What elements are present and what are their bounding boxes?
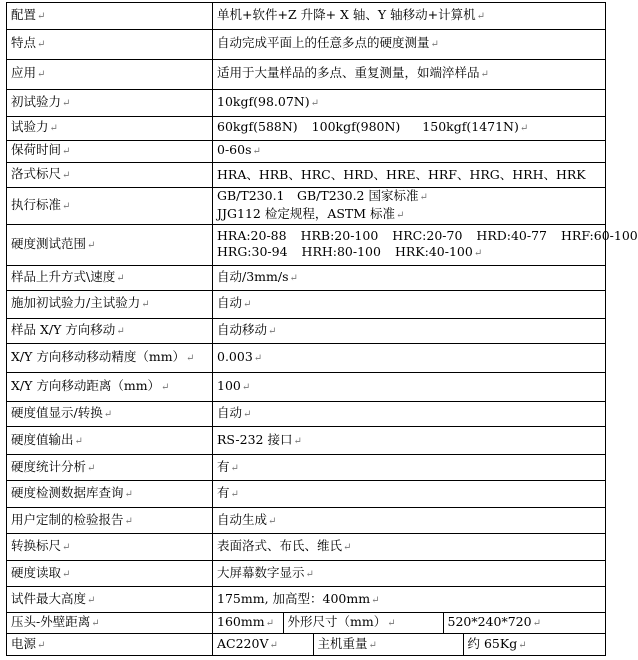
table-row	[7, 612, 606, 633]
row-label: 压头-外壁距离↵	[7, 612, 213, 633]
row-label: 试件最大高度↵	[7, 587, 213, 613]
table-row	[7, 89, 606, 117]
table-row	[7, 319, 606, 343]
row-label: 执行标准↵	[7, 187, 213, 225]
row-label: X/Y 方向移动距离（mm）↵	[7, 373, 213, 402]
table-row	[7, 29, 606, 60]
row-label: 电源↵	[7, 634, 213, 656]
sub-table	[213, 634, 605, 655]
row-value: 自动完成平面上的任意多点的硬度测量↵	[213, 29, 606, 60]
table-row	[7, 163, 606, 187]
table-row	[7, 266, 606, 290]
row-value: 0-60s↵	[213, 140, 606, 162]
table-row	[7, 534, 606, 561]
spec-table	[6, 2, 638, 656]
row-value: 175mm, 加高型：400mm↵	[213, 587, 606, 613]
row-value: HRA:20-88 HRB:20-100 HRC:20-70 HRD:40-77 HRF:60-100 HRG:30-94 HRH:80-100 HRK:40-100↵	[213, 225, 606, 266]
table-row	[7, 507, 606, 534]
table-row	[7, 187, 606, 225]
table-row	[7, 634, 606, 656]
cell-value: AC220V↵	[217, 635, 278, 651]
row-label: 硬度检测数据库查询↵	[7, 481, 213, 508]
row-value: 自动↵	[213, 401, 606, 427]
row-value: 有↵	[213, 481, 606, 508]
row-label: 硬度统计分析↵	[7, 454, 213, 481]
row-value: 适用于大量样品的多点、重复测量，如端淬样品↵	[213, 60, 606, 90]
row-label: X/Y 方向移动移动精度（mm）↵	[7, 343, 213, 373]
row-value: 自动↵	[213, 290, 606, 319]
table-row	[7, 427, 606, 455]
row-value: 自动/3mm/s↵	[213, 266, 606, 290]
table-row	[7, 60, 606, 90]
row-label: 硬度值显示/转换↵	[7, 401, 213, 427]
row-value: 表面洛式、布氏、维氏↵	[213, 534, 606, 561]
row-value: 10kgf(98.07N)↵	[213, 89, 606, 117]
row-value: 0.003↵	[213, 343, 606, 373]
row-label: 保荷时间↵	[7, 140, 213, 162]
row-value: 60kgf(588N) 100kgf(980N) 150kgf(1471N)↵	[213, 117, 606, 140]
row-label: 用户定制的检验报告↵	[7, 507, 213, 534]
table-row	[7, 225, 606, 266]
row-label: 样品 X/Y 方向移动↵	[7, 319, 213, 343]
row-value: HRA、HRB、HRC、HRD、HRE、HRF、HRG、HRH、HRK	[213, 163, 606, 187]
sub-table	[213, 613, 605, 633]
row-label: 样品上升方式\速度↵	[7, 266, 213, 290]
row-label: 应用↵	[7, 60, 213, 90]
row-label: 硬度值输出↵	[7, 427, 213, 455]
cell-label: 外形尺寸（mm）↵	[283, 613, 443, 633]
table-row	[7, 587, 606, 613]
row-value: GB/T230.1 GB/T230.2 国家标准↵ JJG112 检定规程，ASTM 标准↵	[213, 187, 606, 225]
table-row	[7, 373, 606, 402]
cell-value: 约 65Kg↵	[463, 634, 605, 655]
row-value-split	[213, 612, 606, 633]
table-row	[7, 140, 606, 162]
row-value-split	[213, 634, 606, 656]
row-value: 有↵	[213, 454, 606, 481]
cell-value: 520*240*720↵	[443, 613, 605, 633]
row-label: 硬度读取↵	[7, 560, 213, 587]
row-value: 大屏幕数字显示↵	[213, 560, 606, 587]
row-label: 配置↵	[7, 3, 213, 30]
table-row	[7, 454, 606, 481]
row-value: 自动移动↵	[213, 319, 606, 343]
table-row	[7, 401, 606, 427]
table-row	[7, 290, 606, 319]
table-row	[7, 481, 606, 508]
row-label: 硬度测试范围↵	[7, 225, 213, 266]
row-label: 施加初试验力/主试验力↵	[7, 290, 213, 319]
row-label: 初试验力↵	[7, 89, 213, 117]
table-row	[7, 560, 606, 587]
cell-value: 160mm↵	[217, 614, 274, 630]
row-label: 洛式标尺↵	[7, 163, 213, 187]
table-row	[7, 343, 606, 373]
row-value: 100↵	[213, 373, 606, 402]
row-value: 单机+软件+Z 升降+ X 轴、Y 轴移动+计算机↵	[213, 3, 606, 30]
row-label: 特点↵	[7, 29, 213, 60]
row-value: RS-232 接口↵	[213, 427, 606, 455]
cell-label: 主机重量↵	[313, 634, 463, 655]
table-row	[7, 3, 606, 30]
row-label: 试验力↵	[7, 117, 213, 140]
row-label: 转换标尺↵	[7, 534, 213, 561]
row-value: 自动生成↵	[213, 507, 606, 534]
table-row	[7, 117, 606, 140]
